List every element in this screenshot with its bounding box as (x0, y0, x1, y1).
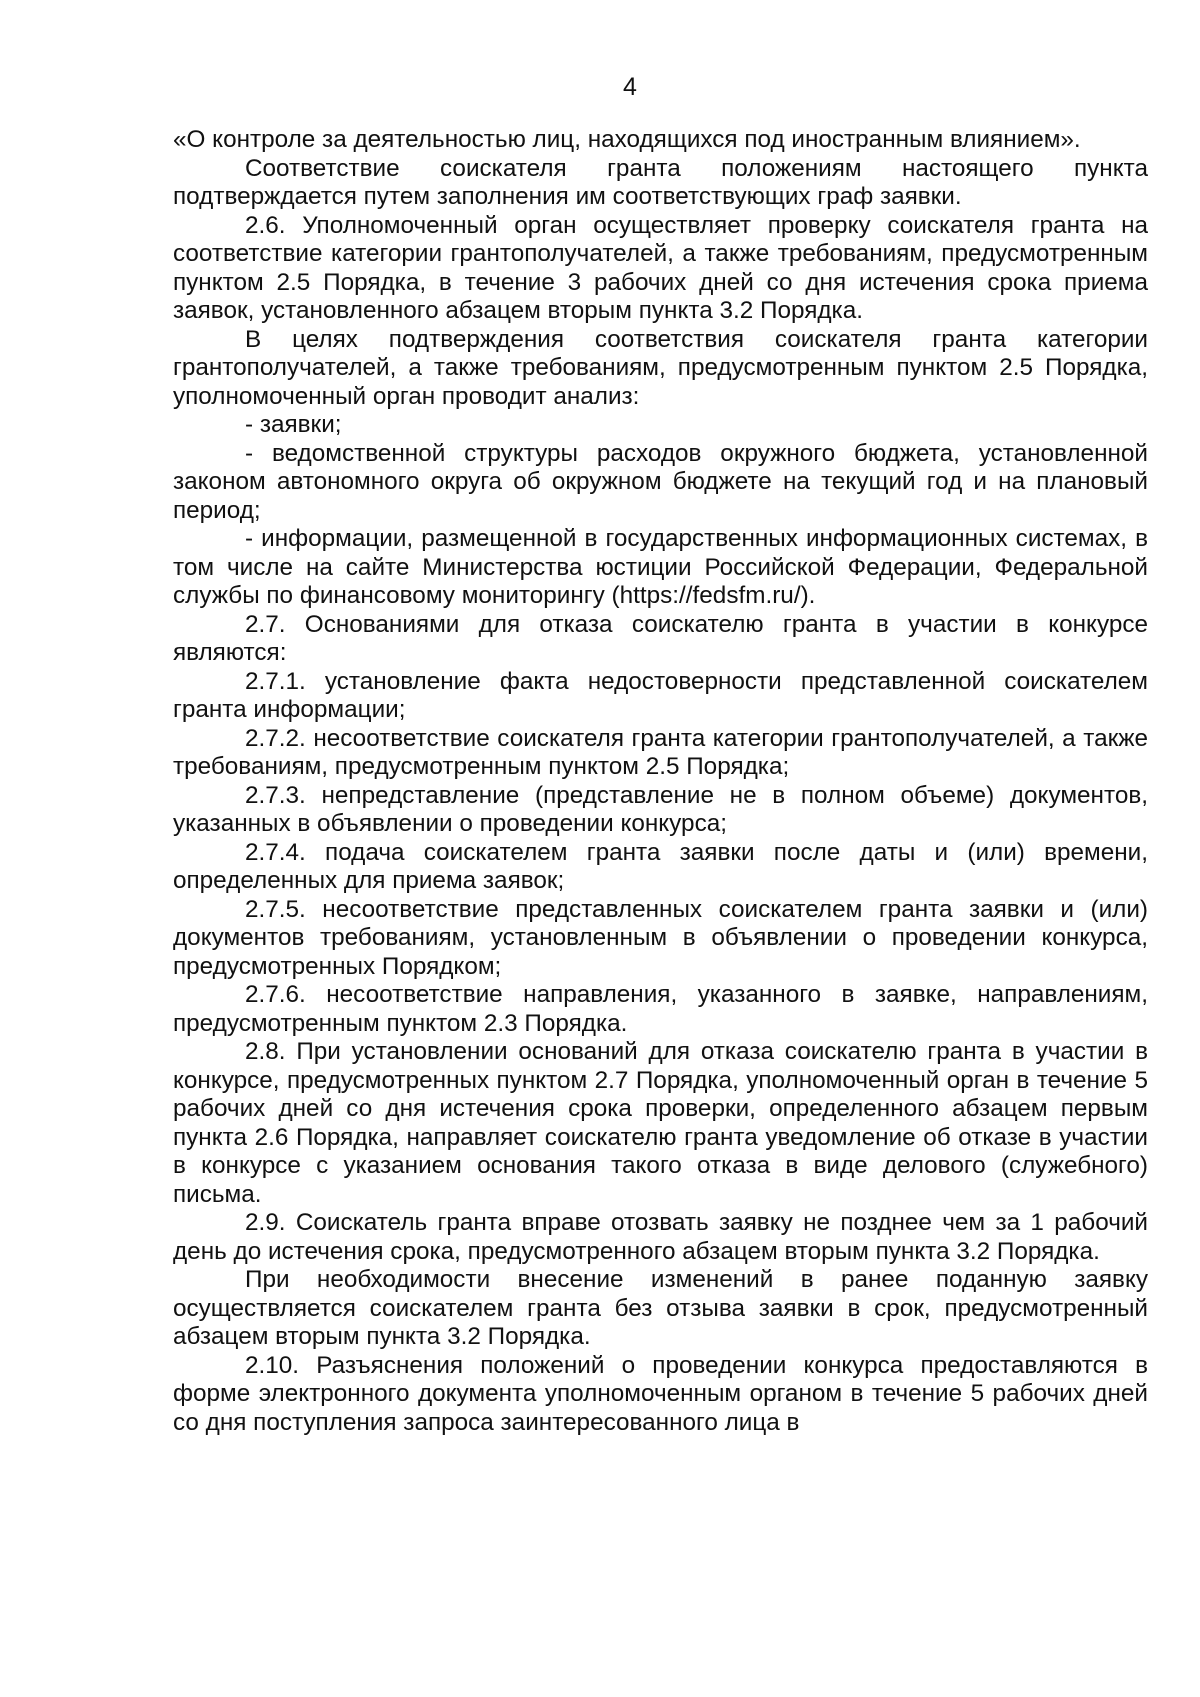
paragraph-2-6: 2.6. Уполномоченный орган осуществляет проверку соискателя гранта на соответствие категории грантополучателей, а также требованиям, предусмотренным пунктом 2.5 Порядка, в течение 3 рабочих дней со дня истечения срока приема заявок, установленного абзацем вторым пункта 3.2 Порядка. (173, 211, 1148, 324)
paragraph-2-7-4: 2.7.4. подача соискателем гранта заявки после даты и (или) времени, определенных для приема заявок; (173, 838, 1148, 894)
paragraph-2-7-6: 2.7.6. несоответствие направления, указанного в заявке, направлениям, предусмотренным пунктом 2.3 Порядка. (173, 981, 1148, 1037)
paragraph-continuation: «О контроле за деятельностью лиц, находящихся под иностранным влиянием». (173, 126, 1081, 153)
list-item-information-systems: - информации, размещенной в государственных информационных системах, в том числе на сайте Министерства юстиции Российской Федерации, Федеральной службы по финансовому мониторингу (https://fedsfm.ru/). (173, 525, 1148, 609)
paragraph-2-8: 2.8. При установлении оснований для отказа соискателю гранта в участии в конкурсе, предусмотренных пунктом 2.7 Порядка, уполномоченный орган в течение 5 рабочих дней со дня истечения срока проверки, определенного абзацем первым пункта 2.6 Порядка, направляет соискателю гранта уведомление об отказе в участии в конкурсе с указанием основания такого отказа в виде делового (служебного) письма. (173, 1038, 1148, 1208)
paragraph-2-7: 2.7. Основаниями для отказа соискателю гранта в участии в конкурсе являются: (173, 610, 1148, 666)
paragraph-2-7-3: 2.7.3. непредставление (представление не в полном объеме) документов, указанных в объявлении о проведении конкурса; (173, 781, 1148, 837)
document-body (173, 126, 1148, 1437)
paragraph-2-10: 2.10. Разъяснения положений о проведении конкурса предоставляются в форме электронного документа уполномоченным органом в течение 5 рабочих дней со дня поступления запроса заинтересованного лица в (173, 1351, 1148, 1436)
paragraph-analysis-intro: В целях подтверждения соответствия соискателя гранта категории грантополучателей, а также требованиям, предусмотренным пунктом 2.5 Порядка, уполномоченный орган проводит анализ: (173, 325, 1148, 410)
paragraph-2-7-5: 2.7.5. несоответствие представленных соискателем гранта заявки и (или) документов требованиям, установленным в объявлении о проведении конкурса, предусмотренных Порядком; (173, 895, 1148, 980)
paragraph-compliance-confirmation: Соответствие соискателя гранта положениям настоящего пункта подтверждается путем заполнения им соответствующих граф заявки. (173, 154, 1148, 210)
paragraph-amendments: При необходимости внесение изменений в ранее поданную заявку осуществляется соискателем гранта без отзыва заявки в срок, предусмотренный абзацем вторым пункта 3.2 Порядка. (173, 1266, 1148, 1350)
paragraph-2-7-1: 2.7.1. установление факта недостоверности представленной соискателем гранта информации; (173, 667, 1148, 723)
paragraph-2-7-2: 2.7.2. несоответствие соискателя гранта категории грантополучателей, а также требованиям, предусмотренным пунктом 2.5 Порядка; (173, 724, 1148, 780)
list-item-budget-structure: - ведомственной структуры расходов окружного бюджета, установленной законом автономного округа об окружном бюджете на текущий год и на плановый период; (173, 439, 1148, 524)
list-item-applications: - заявки; (245, 411, 342, 438)
paragraph-2-9: 2.9. Соискатель гранта вправе отозвать заявку не позднее чем за 1 рабочий день до истечения срока, предусмотренного абзацем вторым пункта 3.2 Порядка. (173, 1209, 1148, 1265)
page-number: 4 (623, 73, 637, 101)
